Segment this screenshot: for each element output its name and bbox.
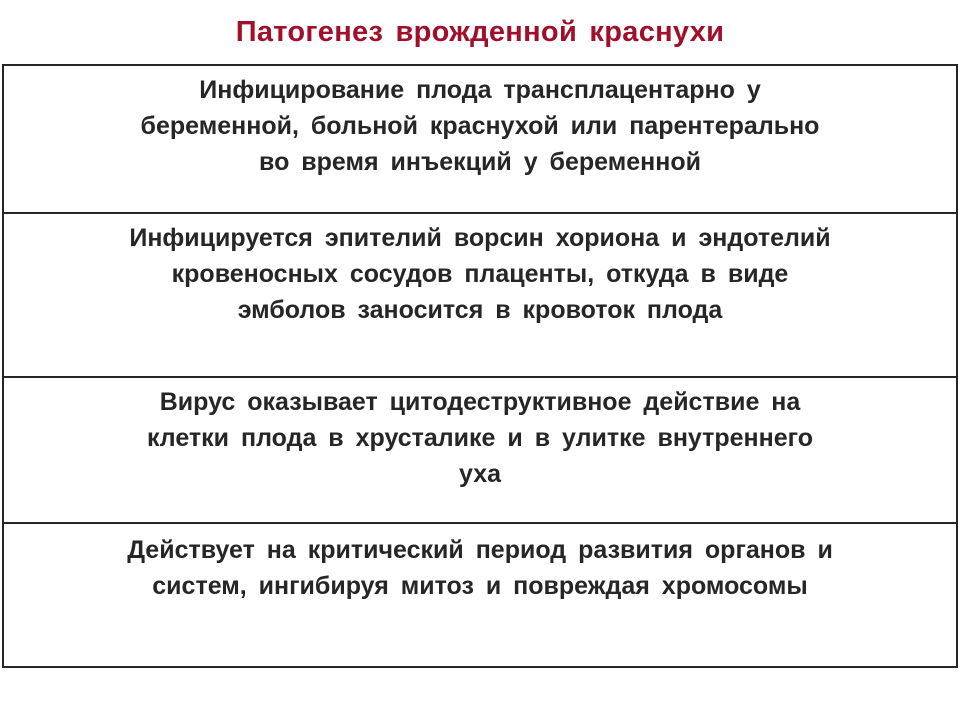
table-row [4,376,956,522]
row-text-line: эмболов заносится в кровоток плода [237,296,723,324]
slide-title: Патогенез врожденной краснухи [235,16,725,48]
pathogenesis-table [2,64,958,668]
row-text-line: Инфицирование плода трансплацентарно у [199,76,761,104]
row-text-line: Инфицируется эпителий ворсин хориона и эндотелий [129,224,831,252]
row-text-line: Действует на критический период развития органов и [127,536,833,564]
row-text-line: беременной, больной краснухой или парентерально [140,112,820,140]
table-row [4,66,956,212]
table-row [4,522,956,666]
table-row [4,212,956,376]
row-text-line: систем, ингибируя митоз и повреждая хромосомы [152,572,808,600]
row-text-line: Вирус оказывает цитодеструктивное действие на [159,388,801,416]
row-text-line: уха [458,460,502,488]
row-text-line: клетки плода в хрусталике и в улитке внутреннего [146,424,814,452]
row-text-line: во время инъекций у беременной [259,148,701,176]
row-text-line: кровеносных сосудов плаценты, откуда в виде [171,260,789,288]
